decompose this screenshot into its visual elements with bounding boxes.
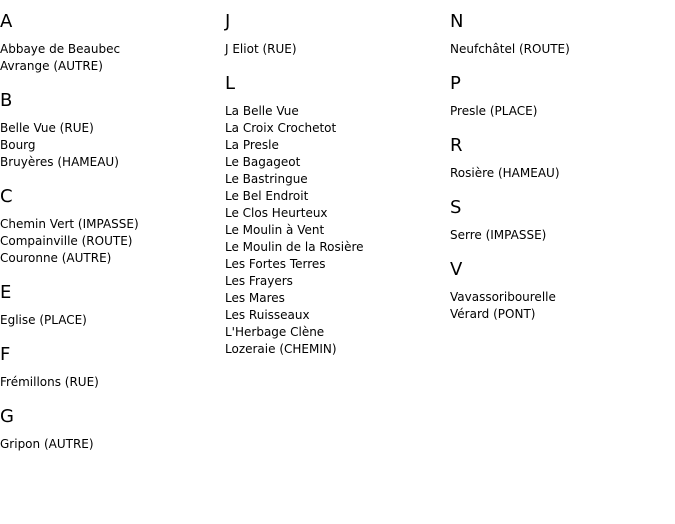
street-link[interactable]: Serre (IMPASSE) bbox=[450, 228, 547, 242]
street-link[interactable]: Vavassoribourelle bbox=[450, 290, 556, 304]
street-link[interactable]: Belle Vue (RUE) bbox=[0, 121, 94, 135]
letter-group-b bbox=[0, 90, 225, 171]
street-link[interactable]: Le Bel Endroit bbox=[225, 189, 309, 203]
street-list bbox=[450, 227, 675, 244]
street-list bbox=[450, 289, 675, 323]
letter-heading: V bbox=[450, 259, 463, 280]
letter-group-f bbox=[0, 344, 225, 391]
street-list bbox=[225, 41, 450, 58]
street-link[interactable]: Neufchâtel (ROUTE) bbox=[450, 42, 570, 56]
street-link[interactable]: J Eliot (RUE) bbox=[225, 42, 297, 56]
letter-heading: N bbox=[450, 11, 464, 32]
street-list bbox=[0, 374, 225, 391]
street-link[interactable]: Le Clos Heurteux bbox=[225, 206, 328, 220]
letter-group-c bbox=[0, 186, 225, 267]
letter-heading: J bbox=[225, 11, 231, 32]
letter-group-j bbox=[225, 11, 450, 58]
street-list bbox=[225, 103, 450, 358]
street-list bbox=[0, 120, 225, 171]
letter-group-p bbox=[450, 73, 675, 120]
letter-group-a bbox=[0, 11, 225, 75]
street-index-column-2 bbox=[225, 0, 450, 358]
street-link[interactable]: Abbaye de Beaubec bbox=[0, 42, 121, 56]
street-link[interactable]: Chemin Vert (IMPASSE) bbox=[0, 217, 139, 231]
street-link[interactable]: Les Fortes Terres bbox=[225, 257, 326, 271]
street-link[interactable]: Avrange (AUTRE) bbox=[0, 59, 103, 73]
street-index-column-3 bbox=[450, 0, 675, 323]
street-link[interactable]: Eglise (PLACE) bbox=[0, 313, 87, 327]
letter-heading: E bbox=[0, 282, 12, 303]
street-link[interactable]: Les Mares bbox=[225, 291, 285, 305]
letter-group-s bbox=[450, 197, 675, 244]
street-index-column-1 bbox=[0, 0, 225, 453]
letter-heading: F bbox=[0, 344, 11, 365]
street-link[interactable]: Le Bagageot bbox=[225, 155, 301, 169]
street-list bbox=[450, 103, 675, 120]
letter-heading: A bbox=[0, 11, 13, 32]
street-list bbox=[0, 41, 225, 75]
street-link[interactable]: Le Moulin à Vent bbox=[225, 223, 325, 237]
street-link[interactable]: Bourg bbox=[0, 138, 36, 152]
letter-heading: C bbox=[0, 186, 13, 207]
street-link[interactable]: La Croix Crochetot bbox=[225, 121, 337, 135]
street-link[interactable]: Gripon (AUTRE) bbox=[0, 437, 94, 451]
street-link[interactable]: Lozeraie (CHEMIN) bbox=[225, 342, 337, 356]
letter-heading: B bbox=[0, 90, 13, 111]
street-link[interactable]: Couronne (AUTRE) bbox=[0, 251, 112, 265]
street-link[interactable]: Les Frayers bbox=[225, 274, 293, 288]
street-list bbox=[0, 436, 225, 453]
letter-heading: S bbox=[450, 197, 462, 218]
letter-group-e bbox=[0, 282, 225, 329]
street-link[interactable]: Frémillons (RUE) bbox=[0, 375, 99, 389]
street-link[interactable]: La Belle Vue bbox=[225, 104, 299, 118]
letter-group-l bbox=[225, 73, 450, 358]
letter-group-v bbox=[450, 259, 675, 323]
street-link[interactable]: La Presle bbox=[225, 138, 279, 152]
street-list bbox=[0, 216, 225, 267]
street-list bbox=[450, 41, 675, 58]
street-link[interactable]: Le Bastringue bbox=[225, 172, 308, 186]
street-link[interactable]: Rosière (HAMEAU) bbox=[450, 166, 560, 180]
letter-heading: L bbox=[225, 73, 236, 94]
street-list bbox=[450, 165, 675, 182]
letter-heading: R bbox=[450, 135, 463, 156]
street-link[interactable]: Bruyères (HAMEAU) bbox=[0, 155, 119, 169]
letter-group-r bbox=[450, 135, 675, 182]
letter-heading: G bbox=[0, 406, 14, 427]
street-link[interactable]: Les Ruisseaux bbox=[225, 308, 310, 322]
letter-heading: P bbox=[450, 73, 461, 94]
letter-group-g bbox=[0, 406, 225, 453]
street-link[interactable]: Presle (PLACE) bbox=[450, 104, 538, 118]
street-link[interactable]: Vérard (PONT) bbox=[450, 307, 536, 321]
street-link[interactable]: Le Moulin de la Rosière bbox=[225, 240, 364, 254]
street-link[interactable]: Compainville (ROUTE) bbox=[0, 234, 133, 248]
street-list bbox=[0, 312, 225, 329]
letter-group-n bbox=[450, 11, 675, 58]
street-link[interactable]: L'Herbage Clène bbox=[225, 325, 325, 339]
